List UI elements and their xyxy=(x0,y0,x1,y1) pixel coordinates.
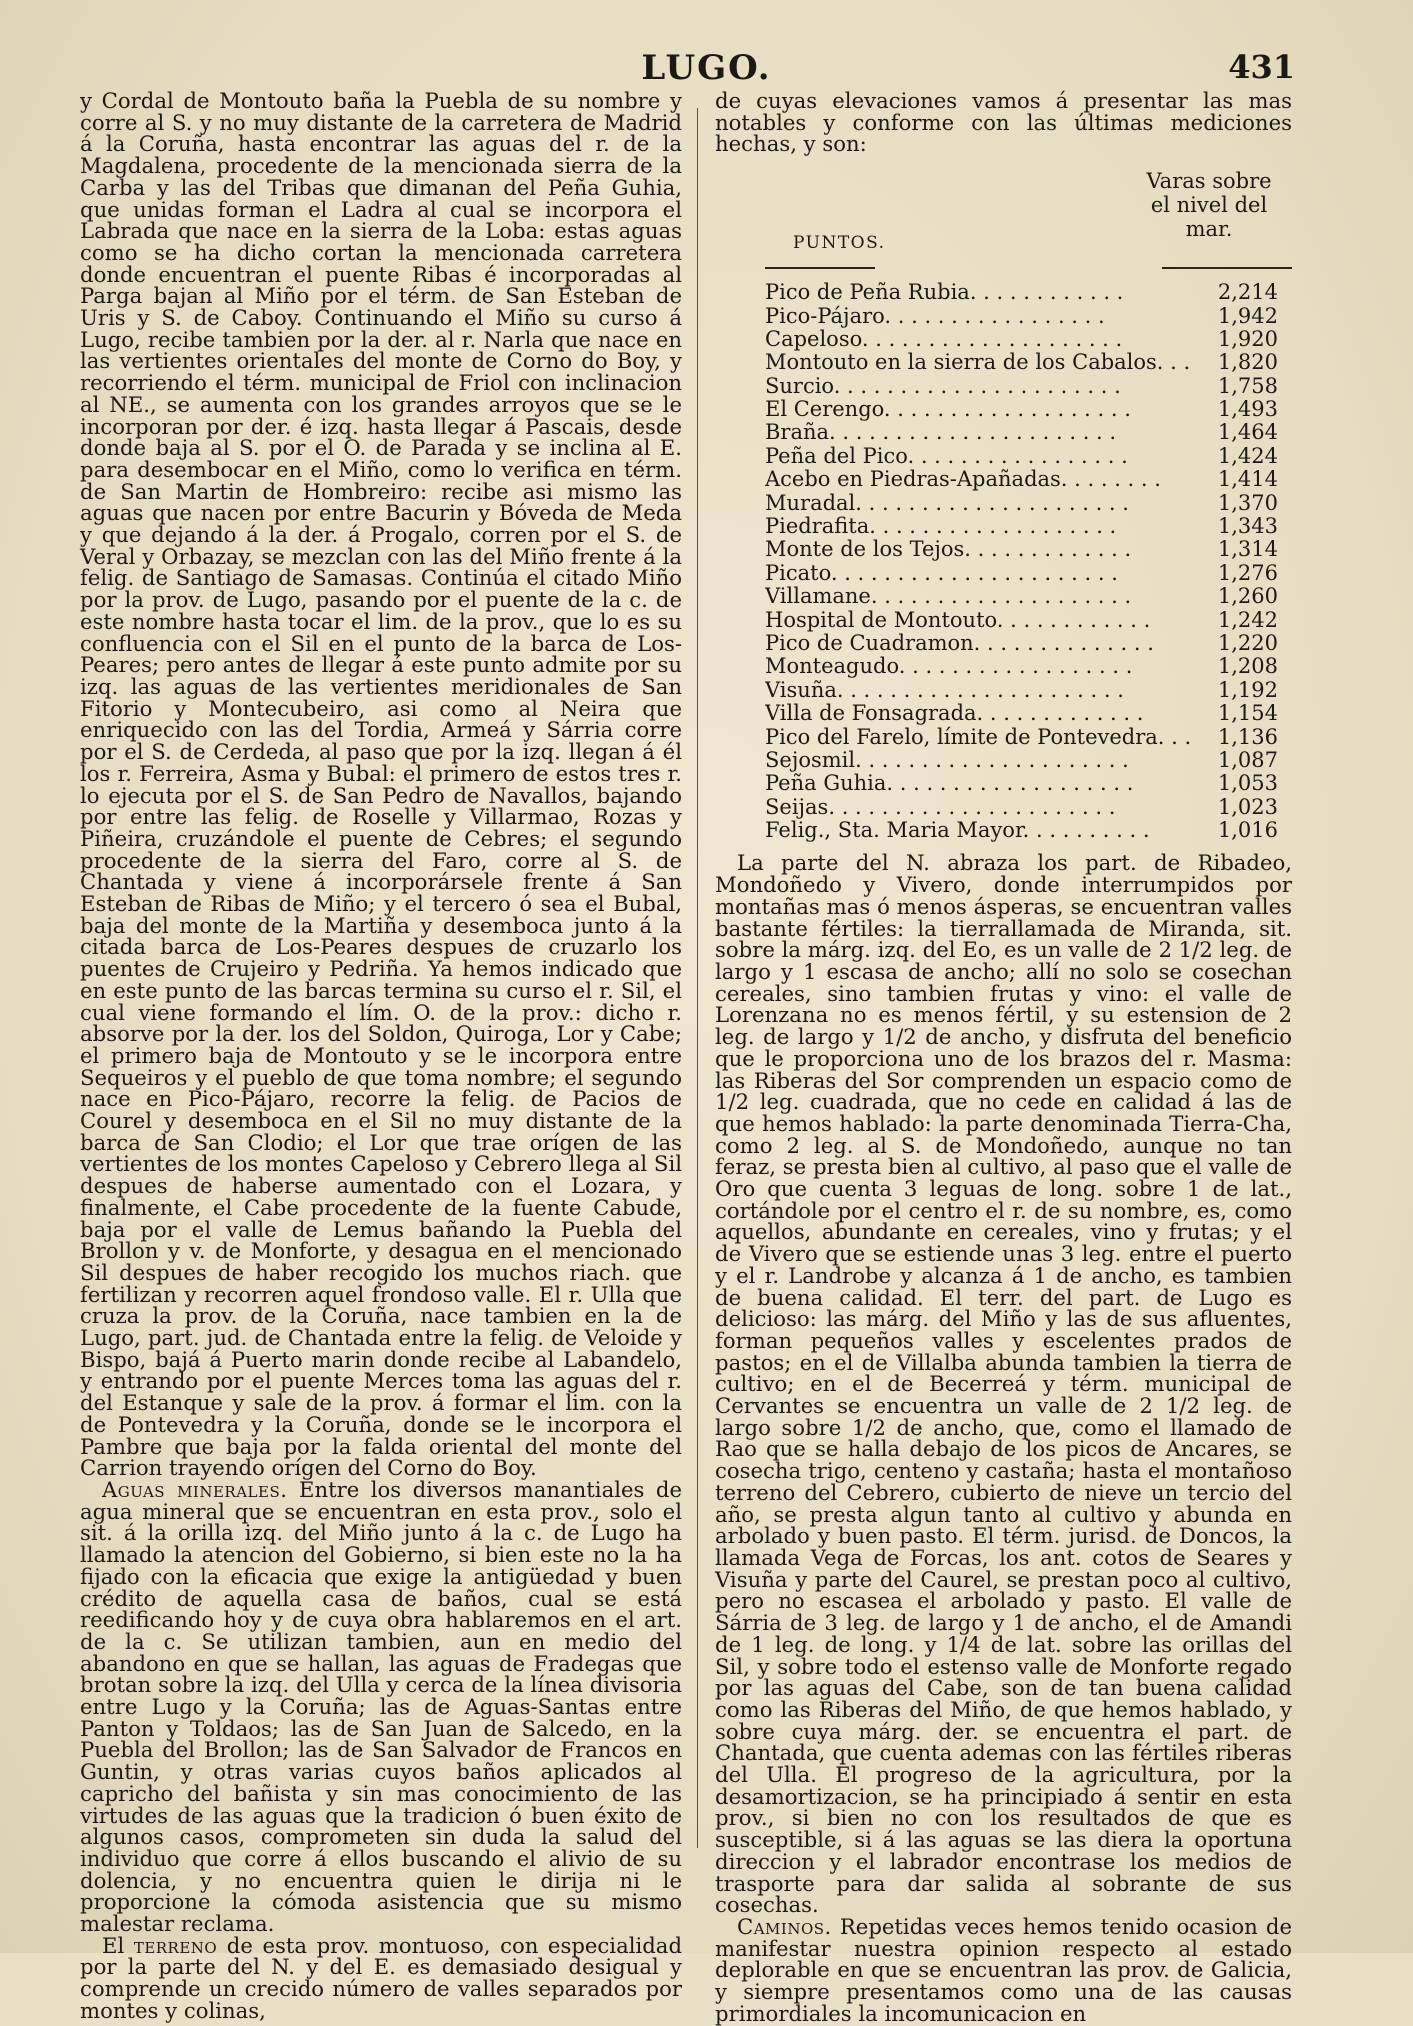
section-heading-mineral-waters: Aguas minerales. xyxy=(102,1477,288,1502)
elevations-table xyxy=(715,163,1292,842)
section-heading-terrain: terreno xyxy=(133,1932,218,1958)
header-rule xyxy=(765,267,875,269)
paragraph-mineral-waters xyxy=(80,1479,682,1935)
page-number: 431 xyxy=(1228,48,1295,86)
point-elevation: 1,192 xyxy=(1217,677,1278,702)
page-header xyxy=(0,48,1413,92)
table-row xyxy=(715,515,1292,538)
table-row xyxy=(715,749,1292,772)
left-column xyxy=(80,90,682,2022)
point-name: Pico-Pájaro. . . . . . . . . . . . . . . . . xyxy=(765,304,1105,328)
point-elevation: 1,314 xyxy=(1217,537,1278,562)
paragraph-north-region: La parte del N. abraza los part. de Ribadeo, Mondoñedo y Vivero, donde interrumpidos por montañas mas ó menos ásperas, se encuentran valles bastante fértiles: la tierrallamada de Miranda, sit. sobre la márg. izq. del Eo, es un valle de 2 1/2 leg. de largo y 1 escasa de ancho; allí no solo se cosechan cereales, sino tambien frutas y vino: el valle de Lorenzana no es menos fértil, y su estension de 2 leg. de largo y 1/2 de ancho, y disfruta del beneficio que le proporciona uno de los brazos del r. Masma: las Riberas del Sor comprenden un espacio como de 1/2 leg. cuadrada, que no cede en calidad á las de que hemos hablado: la parte denominada Tierra-Cha, como 2 leg. al S. de Mondoñedo, aunque no tan feraz, se presta bien al cultivo, al paso que el valle de Oro que cuenta 3 leguas de long. sobre 1 de lat., cortándole por el centro el r. de su nombre, es, como aquellos, abundante en cereales, vino y frutas; y el de Vivero que se estiende unas 3 leg. entre el puerto y el r. Landrobe y alcanza á 1 de ancho, es tambien de buena calidad. El terr. del part. de Lugo es delicioso: las márg. del Miño y las de sus afluentes, forman pequeños valles y escelentes prados de pastos; en el de Villalba abunda tambien la tierra de cultivo; en el de Becerreá y térm. municipal de Cervantes se encuentra un valle de 2 1/2 leg. de largo sobre 1/2 de ancho, que, como el llamado de Rao que se halla debajo de los picos de Ancares, se cosecha trigo, centeno y castaña; hasta el montañoso terreno del Cebrero, cubierto de nieve un tercio del año, se presta algun tanto al cultivo y abunda en arbolado y buen pasto. El térm. jurisd. de Doncos, la llamada Vega de Forcas, los ant. cotos de Seares y Visuña y parte del Caurel, se prestan poco al cultivo, pero no escasea el arbolado y pasto. El valle de Sárria de 3 leg. de largo y 1 de ancho, el de Amandi de 1 leg. de long. y 1/4 de lat. sobre las orillas del Sil, y sobre todo el estenso valle de Monforte regado por las aguas del Cabe, son de tan buena calidad como las Riberas del Miño, de que hemos hablado, y sobre cuya márg. der. se encuentra el part. de Chantada, que cuenta ademas con las fértiles riberas del Ulla. El progreso de la agricultura, por la desamortizacion, se ha principiado á sentir en esta prov., si bien no con los resultados de que es susceptible, si á las aguas se las diera la oportuna direccion y el labrador encontrase los medios de trasporte para dar salida al sobrante de sus cosechas. xyxy=(715,850,1292,1918)
point-name: Seijas. . . . . . . . . . . . . . . . . . . . . . xyxy=(765,795,1116,819)
point-elevation: 1,260 xyxy=(1217,584,1278,609)
table-row xyxy=(715,351,1292,374)
point-name: El Cerengo. . . . . . . . . . . . . . . . . . . xyxy=(765,398,1131,422)
table-row xyxy=(715,421,1292,444)
point-name: Villa de Fonsagrada. . . . . . . . . . . . . xyxy=(765,702,1144,726)
table-header xyxy=(715,163,1292,281)
section-heading-roads: Caminos. xyxy=(737,1913,832,1939)
paragraph-terrain-lead: El xyxy=(102,1932,134,1958)
paragraph-terrain-text: de esta prov. montuoso, con especialidad por la parte del N. y del E. es demasiado desigual y comprende un crecido número de valles separados por montes y colinas, xyxy=(80,1932,683,2023)
point-name: Capeloso. . . . . . . . . . . . . . . . . . . . xyxy=(765,327,1123,351)
table-body xyxy=(715,281,1292,842)
point-elevation: 1,464 xyxy=(1217,420,1278,445)
point-elevation: 2,214 xyxy=(1217,280,1278,305)
point-elevation: 1,276 xyxy=(1217,560,1278,585)
page-title: LUGO. xyxy=(641,48,772,88)
point-elevation: 1,220 xyxy=(1217,630,1278,655)
column-divider xyxy=(697,108,698,1848)
paragraph-elevations-intro: de cuyas elevaciones vamos á presentar las mas notables y conforme con las últimas mediciones hechas, y son: xyxy=(715,88,1292,157)
point-name: Piedrafita. . . . . . . . . . . . . . . . . . . xyxy=(765,515,1117,539)
point-elevation: 1,820 xyxy=(1217,350,1278,375)
table-row xyxy=(715,679,1292,702)
column-header-points: PUNTOS. xyxy=(793,233,886,254)
table-row xyxy=(715,328,1292,351)
header-rule xyxy=(1162,267,1292,269)
table-row xyxy=(715,819,1292,842)
point-name: Peña Guhia. . . . . . . . . . . . . . . . . . . xyxy=(765,772,1134,796)
point-elevation: 1,016 xyxy=(1217,818,1278,843)
point-name: Hospital de Montouto. . . . . . . . . . . . xyxy=(765,608,1151,632)
point-name: Pico de Peña Rubia. . . . . . . . . . . . xyxy=(765,281,1124,305)
table-row xyxy=(715,585,1292,608)
point-elevation: 1,154 xyxy=(1217,701,1278,726)
point-name: Picato. . . . . . . . . . . . . . . . . . . . . . xyxy=(765,561,1118,585)
table-row xyxy=(715,538,1292,561)
point-name: Felig., Sta. Maria Mayor. . . . . . . . . . xyxy=(765,819,1150,843)
paragraph-roads xyxy=(715,1913,1292,2026)
point-elevation: 1,493 xyxy=(1217,397,1278,422)
point-elevation: 1,758 xyxy=(1217,373,1278,398)
point-name: Montouto en la sierra de los Cabalos. . . xyxy=(765,351,1191,375)
point-name: Villamane. . . . . . . . . . . . . . . . . . . . xyxy=(765,585,1132,609)
point-name: Braña. . . . . . . . . . . . . . . . . . . . . . xyxy=(765,421,1117,445)
point-name: Monteagudo. . . . . . . . . . . . . . . . . . xyxy=(765,655,1133,679)
point-elevation: 1,208 xyxy=(1217,654,1278,679)
paragraph-terrain xyxy=(80,1932,683,2023)
paragraph-mineral-waters-text: Entre los diversos manantiales de agua mineral que se encuentran en esta prov., solo el sit. á la orilla izq. del Miño junto á la c. de Lugo ha llamado la atencion del Gobierno, si bien este no la ha fijado con la eficacia que exige la antigüedad y buen crédito de aquella casa de baños, cual se está reedificando hoy y de cuya obra hablaremos en el art. de la c. Se utilizan tambien, aun en medio del abandono en que se hallan, las aguas de Fradegas que brotan sobre la izq. del Ulla y cerca de la línea divisoria entre Lugo y la Coruña; las de Aguas-Santas entre Panton y Toldaos; las de San Juan de Salcedo, en la Puebla del Brollon; las de San Salvador de Francos en Guntin, y otras varias cuyos baños aplicados al capricho del bañista y sin mas conocimiento de las virtudes de las aguas que la tradicion ó buen éxito de algunos casos, comprometen sin duda la salud del individuo que corre á ellos buscando el alivio de su dolencia, y no encuentra quien le dirija ni le proporcione la cómoda asistencia que su mismo malestar reclama. xyxy=(80,1477,682,1937)
paragraph-roads-text: Repetidas veces hemos tenido ocasion de manifestar nuestra opinion respecto al estado deplorable en que se encuentran las prov. de Galicia, y siempre presentamos como una de las causas primordiales la incomunicacion en xyxy=(715,1913,1292,2026)
point-elevation: 1,370 xyxy=(1217,490,1278,515)
table-row xyxy=(715,445,1292,468)
table-row xyxy=(715,772,1292,795)
table-row xyxy=(715,375,1292,398)
right-column xyxy=(715,90,1292,2024)
point-name: Muradal. . . . . . . . . . . . . . . . . . . . . xyxy=(765,491,1129,515)
point-elevation: 1,023 xyxy=(1217,794,1278,819)
point-name: Pico de Cuadramon. . . . . . . . . . . . . . xyxy=(765,631,1154,655)
point-elevation: 1,920 xyxy=(1217,326,1278,351)
point-elevation: 1,053 xyxy=(1217,771,1278,796)
point-elevation: 1,136 xyxy=(1217,724,1278,749)
table-row xyxy=(715,796,1292,819)
point-elevation: 1,942 xyxy=(1217,303,1278,328)
table-row xyxy=(715,562,1292,585)
table-row xyxy=(715,655,1292,678)
point-name: Monte de los Tejos. . . . . . . . . . . . . xyxy=(765,538,1132,562)
point-name: Peña del Pico. . . . . . . . . . . . . . . . . xyxy=(765,444,1128,468)
point-elevation: 1,343 xyxy=(1217,514,1278,539)
column-header-elevation: Varas sobre el nivel del mar. xyxy=(1146,169,1272,242)
table-row xyxy=(715,632,1292,655)
table-row xyxy=(715,281,1292,304)
point-name: Sejosmil. . . . . . . . . . . . . . . . . . . . . xyxy=(765,748,1129,772)
point-elevation: 1,242 xyxy=(1217,607,1278,632)
table-row xyxy=(715,468,1292,491)
table-row xyxy=(715,609,1292,632)
point-elevation: 1,424 xyxy=(1217,443,1278,468)
table-row xyxy=(715,702,1292,725)
table-row xyxy=(715,492,1292,515)
point-elevation: 1,414 xyxy=(1217,467,1278,492)
point-elevation: 1,087 xyxy=(1217,747,1278,772)
point-name: Pico del Farelo, límite de Pontevedra. . . xyxy=(765,725,1192,749)
table-row xyxy=(715,726,1292,749)
paragraph-rivers: y Cordal de Montouto baña la Puebla de su nombre y corre al S. y no muy distante de la carretera de Madrid á la Coruña, hasta encontrar las aguas del r. de la Magdalena, procedente de la mencionada sierra de la Carba y las del Tribas que dimanan del Peña Guhia, que unidas forman el Ladra al cual se incorpora el Labrada que nace en la sierra de la Loba: estas aguas como se ha dicho cortan la mencionada carretera donde encuentran el puente Ribas é incorporadas al Parga bajan al Miño por el térm. de San Esteban de Uris y S. de Caboy. Continuando el Miño su curso á Lugo, recibe tambien por la der. al r. Narla que nace en las vertientes orientales del monte de Corno do Boy, y recorriendo el térm. municipal de Friol con inclinacion al NE., se aumenta con los grandes arroyos que se le incorporan por der. é izq. hasta llegar á Pascais, desde donde baja al S. por el O. de Parada y se inclina al E. para desembocar en el Miño, como lo verifica en térm. de San Martin de Hombreiro: recibe asi mismo las aguas que nacen por entre Bacurin y Bóveda de Meda y que dejando á la der. á Progalo, corren por el S. de Veral y Orbazay, se mezclan con las del Miño frente á la felig. de Santiago de Samasas. Continúa el citado Miño por la prov. de Lugo, pasando por el puente de la c. de este nombre hasta tocar el lim. de la prov., que lo es su confluencia con el Sil en el punto de la barca de Los-Peares; pero antes de llegar á este punto admite por su izq. las aguas de las vertientes meridionales de San Fitorio y Montecubeiro, asi como al Neira que enriquecido con las del Tordia, Armeá y Sárria corre por el S. de Cerdeda, al paso que por la izq. llegan á él los r. Ferreira, Asma y Bubal: el primero de estos tres r. lo ejecuta por el S. de San Pedro de Navallos, bajando por entre las felig. de Roselle y Villarmao, Rozas y Piñeira, cruzándole el puente de Cebres; el segundo procedente de la sierra del Faro, corre al S. de Chantada y viene á incorporársele frente á San Esteban de Ribas de Miño; y el tercero ó sea el Bubal, baja del monte de la Martiña y desemboca junto á la citada barca de Los-Peares despues de cruzarlo los puentes de Crujeiro y Pedriña. Ya hemos indicado que en este punto de las barcas termina su curso el r. Sil, el cual viene formando el lím. O. de la prov.: dicho r. absorve por la der. los del Soldon, Quiroga, Lor y Cabe; el primero baja de Montouto y se le incorpora entre Sequeiros y el pueblo de que toma nombre; el segundo nace en Pico-Pájaro, recorre la felig. de Pacios de Courel y desemboca en el Sil no muy distante de la barca de San Clodio; el Lor que trae orígen de las vertientes de los montes Capeloso y Cebrero llega al Sil despues de haberse aumentado con el Lozara, y finalmente, el Cabe procedente de la fuente Cabude, baja por el valle de Lemus bañando la Puebla del Brollon y v. de Monforte, y desagua en el mencionado Sil despues de haber recogido los muchos riach. que fertilizan y recorren aquel frondoso valle. El r. Ulla que cruza la prov. de la Coruña, nace tambien en la de Lugo, part. jud. de Chantada entre la felig. de Veloide y Bispo, bajá á Puerto marin donde recibe al Labandelo, y entrando por el puente Merces toma las aguas del r. del Estanque y sale de la prov. á formar el lim. con la de Pontevedra y la Coruña, donde se le incorpora el Pambre que baja por la falda oriental del monte del Carrion trayendo orígen del Corno do Boy. xyxy=(80,88,682,1481)
table-row xyxy=(715,305,1292,328)
point-name: Acebo en Piedras-Apañadas. . . . . . . . xyxy=(765,468,1161,492)
point-name: Surcio. . . . . . . . . . . . . . . . . . . . . . xyxy=(765,374,1121,398)
point-name: Visuña. . . . . . . . . . . . . . . . . . . . . . xyxy=(765,678,1124,702)
table-row xyxy=(715,398,1292,421)
